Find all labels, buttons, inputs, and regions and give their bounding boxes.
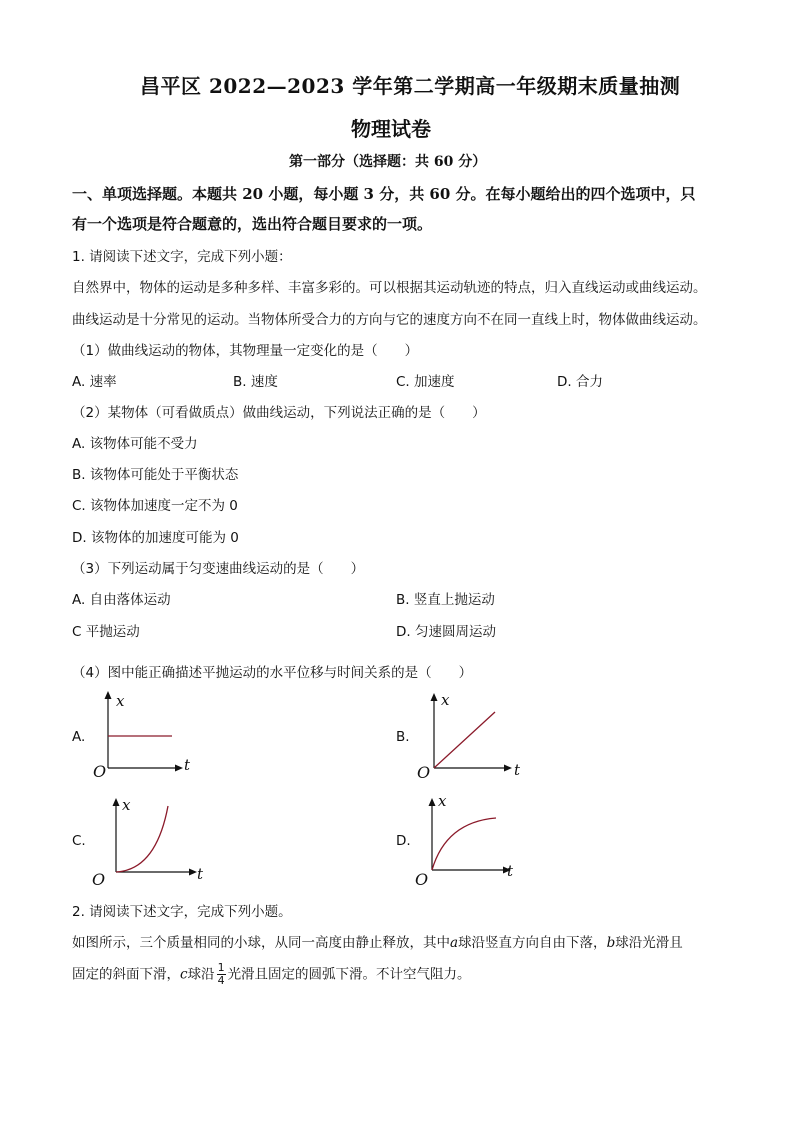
graph-option-b [412,690,527,782]
question-2-intro: 2. 请阅读下述文字，完成下列小题。 [72,904,292,920]
subquestion-3-option-a: A. 自由落体运动 [72,592,171,608]
quarter-fraction [217,962,226,987]
fraction-denominator: 4 [217,974,225,987]
q2-line2-part-c: 光滑且固定的圆弧下滑。不计空气阻力。 [227,966,471,983]
page-subtitle: 物理试卷 [351,117,431,141]
graph-d-curve [432,818,496,870]
part-heading: 第一部分（选择题：共 60 分） [289,154,487,170]
ball-c-label: c [180,966,188,983]
graph-c-origin-label: O [92,870,106,888]
subquestion-1-option-c: C. 加速度 [396,374,455,390]
graph-option-a [88,688,198,780]
graph-c-curve [116,806,168,872]
question-1-passage-line-2: 曲线运动是十分常见的运动。当物体所受合力的方向与它的速度方向不在同一直线上时，物体做曲线运动。 [72,312,707,328]
subquestion-3-option-b: B. 竖直上抛运动 [396,592,495,608]
graph-d-y-axis-label: x [438,792,447,810]
question-1-intro: 1. 请阅读下述文字，完成下列小题： [72,249,292,265]
subquestion-1-option-a: A. 速率 [72,374,117,390]
page-title: 昌平区 2022—2023 学年第二学期高一年级期末质量抽测 [140,74,681,98]
q2-line2-part-a: 固定的斜面下滑， [72,966,180,983]
q2-line1-part-a: 如图所示，三个质量相同的小球，从同一高度由静止释放，其中 [72,935,450,951]
graph-option-d-label: D. [396,833,411,849]
question-2-line-1 [72,931,683,951]
instructions-line-2: 有一个选项是符合题意的，选出符合题目要求的一项。 [72,215,433,233]
graph-option-c [90,792,210,888]
ball-b-label: b [606,935,616,951]
graph-a-origin-label: O [93,762,107,780]
subquestion-2-option-b: B. 该物体可能处于平衡状态 [72,467,239,483]
q2-line1-part-b: 球沿竖直方向自由下落， [458,935,607,951]
graph-a-x-axis-label: t [184,756,191,774]
graph-b-origin-label: O [417,763,431,782]
graph-option-b-label: B. [396,729,410,745]
subquestion-2-option-c: C. 该物体加速度一定不为 0 [72,498,238,514]
question-1-passage-line-1: 自然界中，物体的运动是多种多样、丰富多彩的。可以根据其运动轨迹的特点，归入直线运动或曲线运动。 [72,280,707,296]
subquestion-2-stem: （2）某物体（可看做质点）做曲线运动，下列说法正确的是（ ） [72,405,486,421]
fraction-numerator: 1 [217,961,225,974]
ball-a-label: a [450,935,459,951]
subquestion-2-option-a: A. 该物体可能不受力 [72,436,198,452]
subquestion-2-option-d: D. 该物体的加速度可能为 0 [72,530,239,546]
graph-b-x-axis-label: t [514,761,521,779]
graph-option-c-label: C. [72,833,86,849]
graph-c-x-axis-label: t [197,865,204,883]
subquestion-3-option-c: C 平抛运动 [72,624,140,640]
graph-a-y-axis-label: x [116,692,125,710]
graph-option-a-label: A. [72,729,86,745]
subquestion-3-stem: （3）下列运动属于匀变速曲线运动的是（ ） [72,561,365,577]
q2-line1-part-c: 球沿光滑且 [615,935,683,951]
instructions-line-1: 一、单项选择题。本题共 20 小题，每小题 3 分，共 60 分。在每小题给出的四个选项中，只 [72,185,696,203]
subquestion-1-stem: （1）做曲线运动的物体，其物理量一定变化的是（ ） [72,343,419,359]
subquestion-1-option-b: B. 速度 [233,374,278,390]
graph-d-origin-label: O [415,870,429,888]
graph-option-d [412,792,532,888]
graph-b-y-axis-label: x [441,691,450,709]
question-2-line-2 [72,962,471,987]
subquestion-4-stem: （4）图中能正确描述平抛运动的水平位移与时间关系的是（ ） [72,665,473,681]
q2-line2-part-b: 球沿 [187,966,215,983]
subquestion-3-option-d: D. 匀速圆周运动 [396,624,496,640]
graph-d-x-axis-label: t [507,862,514,880]
subquestion-1-option-d: D. 合力 [557,374,603,390]
graph-c-y-axis-label: x [122,796,131,814]
graph-b-curve [434,712,495,768]
